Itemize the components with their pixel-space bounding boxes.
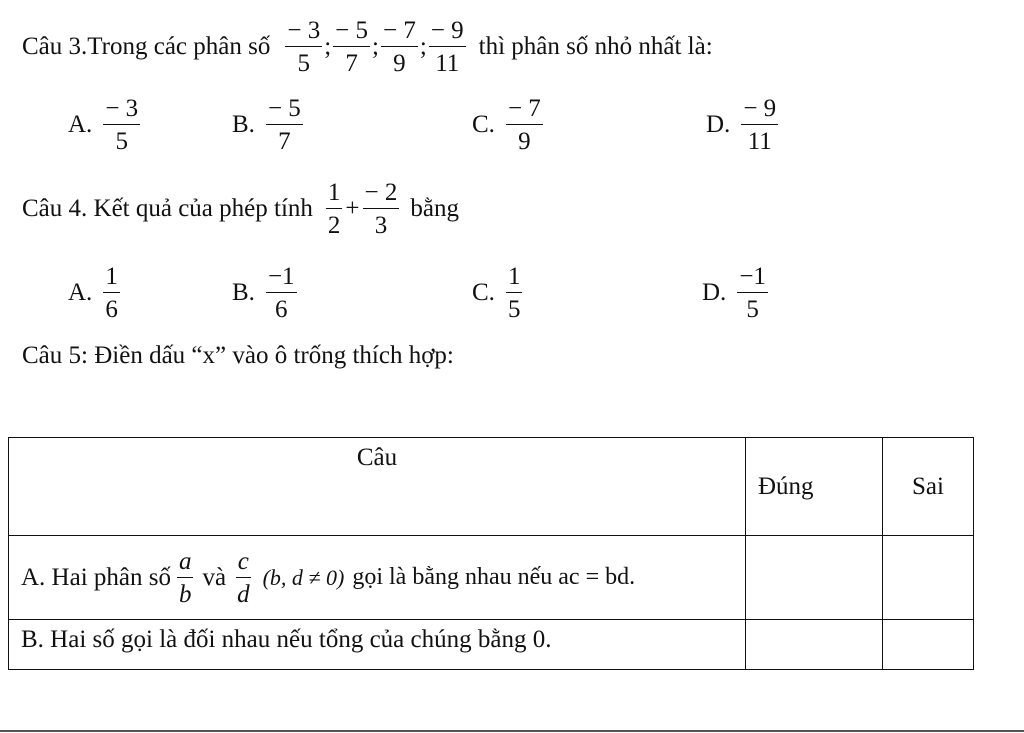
q4-option-d: D. $\frac{-1}{5}$ xyxy=(702,263,766,323)
q3-list-fraction-3: $\frac{- 7}{9}$ xyxy=(382,17,416,77)
row-a-fraction-c-d: $\frac{c}{d}$ xyxy=(237,547,250,608)
row-a-suffix: gọi là bằng nhau nếu ac = bd. xyxy=(352,564,636,590)
q3-option-b: B. $\frac{- 5}{7}$ xyxy=(232,95,301,155)
row-b-false-cell[interactable] xyxy=(883,620,974,670)
q3-option-c: C. $\frac{- 7}{9}$ xyxy=(472,95,541,155)
header-statement: Câu xyxy=(9,438,746,536)
q4-option-a: A. $\frac{1}{6}$ xyxy=(68,263,118,323)
q4-fraction-2: $\frac{- 2}{3}$ xyxy=(364,179,398,239)
q3-suffix: thì phân số nhỏ nhất là: xyxy=(478,33,713,60)
q3-separator: ; xyxy=(419,33,427,60)
q3-line xyxy=(22,18,713,76)
q3-prefix: Câu 3.Trong các phân số xyxy=(22,33,271,60)
q4-option-c: C. $\frac{1}{5}$ xyxy=(472,263,521,323)
row-a-true-cell[interactable] xyxy=(746,536,883,620)
q3-list-fraction-1: $\frac{- 3}{5}$ xyxy=(287,17,321,77)
q4-fraction-1: $\frac{1}{2}$ xyxy=(327,179,341,239)
q4-operator: + xyxy=(345,195,360,222)
bottom-divider xyxy=(0,730,1024,732)
row-a-false-cell[interactable] xyxy=(883,536,974,620)
q3-option-d: D. $\frac{- 9}{11}$ xyxy=(706,95,777,155)
q3-list-fraction-4: $\frac{- 9}{11}$ xyxy=(430,17,464,77)
row-a-condition: (b, d ≠ 0) xyxy=(262,564,345,590)
row-a-prefix: A. Hai phân số xyxy=(21,563,171,591)
q4-prefix: Câu 4. Kết quả của phép tính xyxy=(22,195,313,222)
row-a-and: và xyxy=(202,563,227,591)
q4-suffix: bằng xyxy=(410,195,459,222)
q4-option-b: B. $\frac{-1}{6}$ xyxy=(232,263,295,323)
row-b-true-cell[interactable] xyxy=(746,620,883,670)
true-false-table xyxy=(8,437,974,670)
q3-separator: ; xyxy=(324,33,332,60)
header-false: Sai xyxy=(883,438,974,536)
q3-separator: ; xyxy=(372,33,379,60)
row-a-fraction-a-b: $\frac{a}{b}$ xyxy=(178,547,192,608)
q5-instruction: Câu 5: Điền dấu “x” vào ô trống thích hợp: xyxy=(22,342,454,369)
q4-line xyxy=(22,180,459,238)
q3-option-a: A. $\frac{- 3}{5}$ xyxy=(68,95,139,155)
header-true: Đúng xyxy=(746,438,883,536)
q3-list-fraction-2: $\frac{- 5}{7}$ xyxy=(335,17,369,77)
row-a-statement xyxy=(9,536,746,620)
row-b-statement: B. Hai số gọi là đối nhau nếu tổng của chúng bằng 0. xyxy=(9,620,746,670)
